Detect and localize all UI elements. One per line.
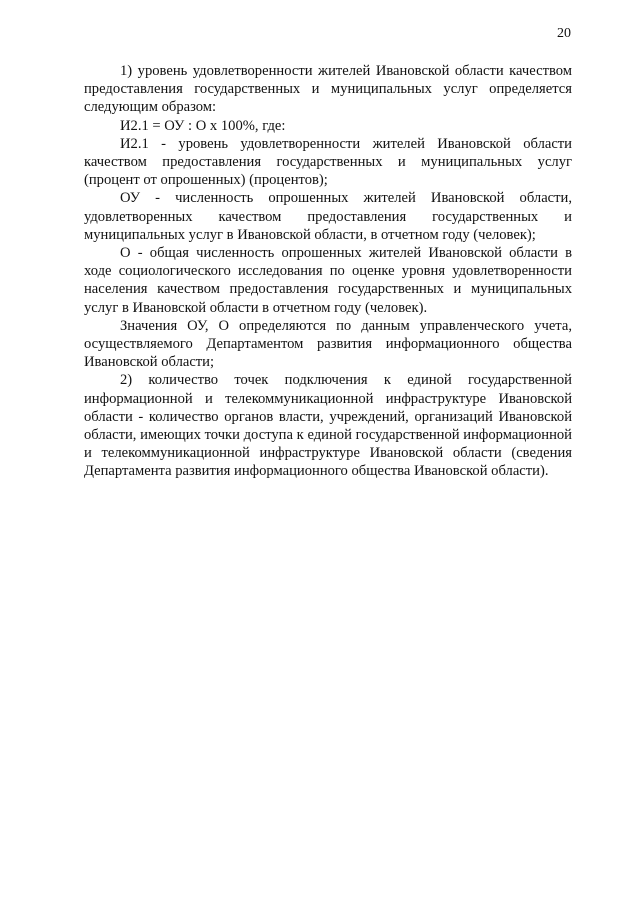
paragraph-values-source: Значения ОУ, О определяются по данным управленческого учета, осуществляемого Департаментом развития информационного общества Ивановской области;: [84, 317, 572, 371]
paragraph-definition-ou: ОУ - численность опрошенных жителей Ивановской области, удовлетворенных качеством предоставления государственных и муниципальных услуг в Ивановской области, в отчетном году (человек);: [84, 190, 572, 243]
paragraph-indicator-2: 2) количество точек подключения к единой государственной информационной и телекоммуникационной инфраструктуре Ивановской области - количество органов власти, учреждений, организаций Ивановской области, имеющих точки доступа к единой государственной информационной и телекоммуникационной инфраструктуре Ивановской области (сведения Департамента развития информационного общества Ивановской области).: [84, 372, 572, 480]
document-body: [84, 62, 572, 481]
paragraph-formula: И2.1 = ОУ : О х 100%, где:: [120, 117, 286, 134]
paragraph-indicator-1-intro: 1) уровень удовлетворенности жителей Ивановской области качеством предоставления государственных и муниципальных услуг определяется следующим образом:: [84, 63, 572, 116]
paragraph-definition-i21: И2.1 - уровень удовлетворенности жителей Ивановской области качеством предоставления государственных и муниципальных услуг (процент от опрошенных) (процентов);: [84, 135, 572, 189]
page-number: 20: [557, 26, 571, 41]
paragraph-definition-o: О - общая численность опрошенных жителей Ивановской области в ходе социологического исследования по оценке уровня удовлетворенности населения качеством предоставления государственных и муниципальных услуг в Ивановской области в отчетном году (человек).: [84, 245, 572, 316]
